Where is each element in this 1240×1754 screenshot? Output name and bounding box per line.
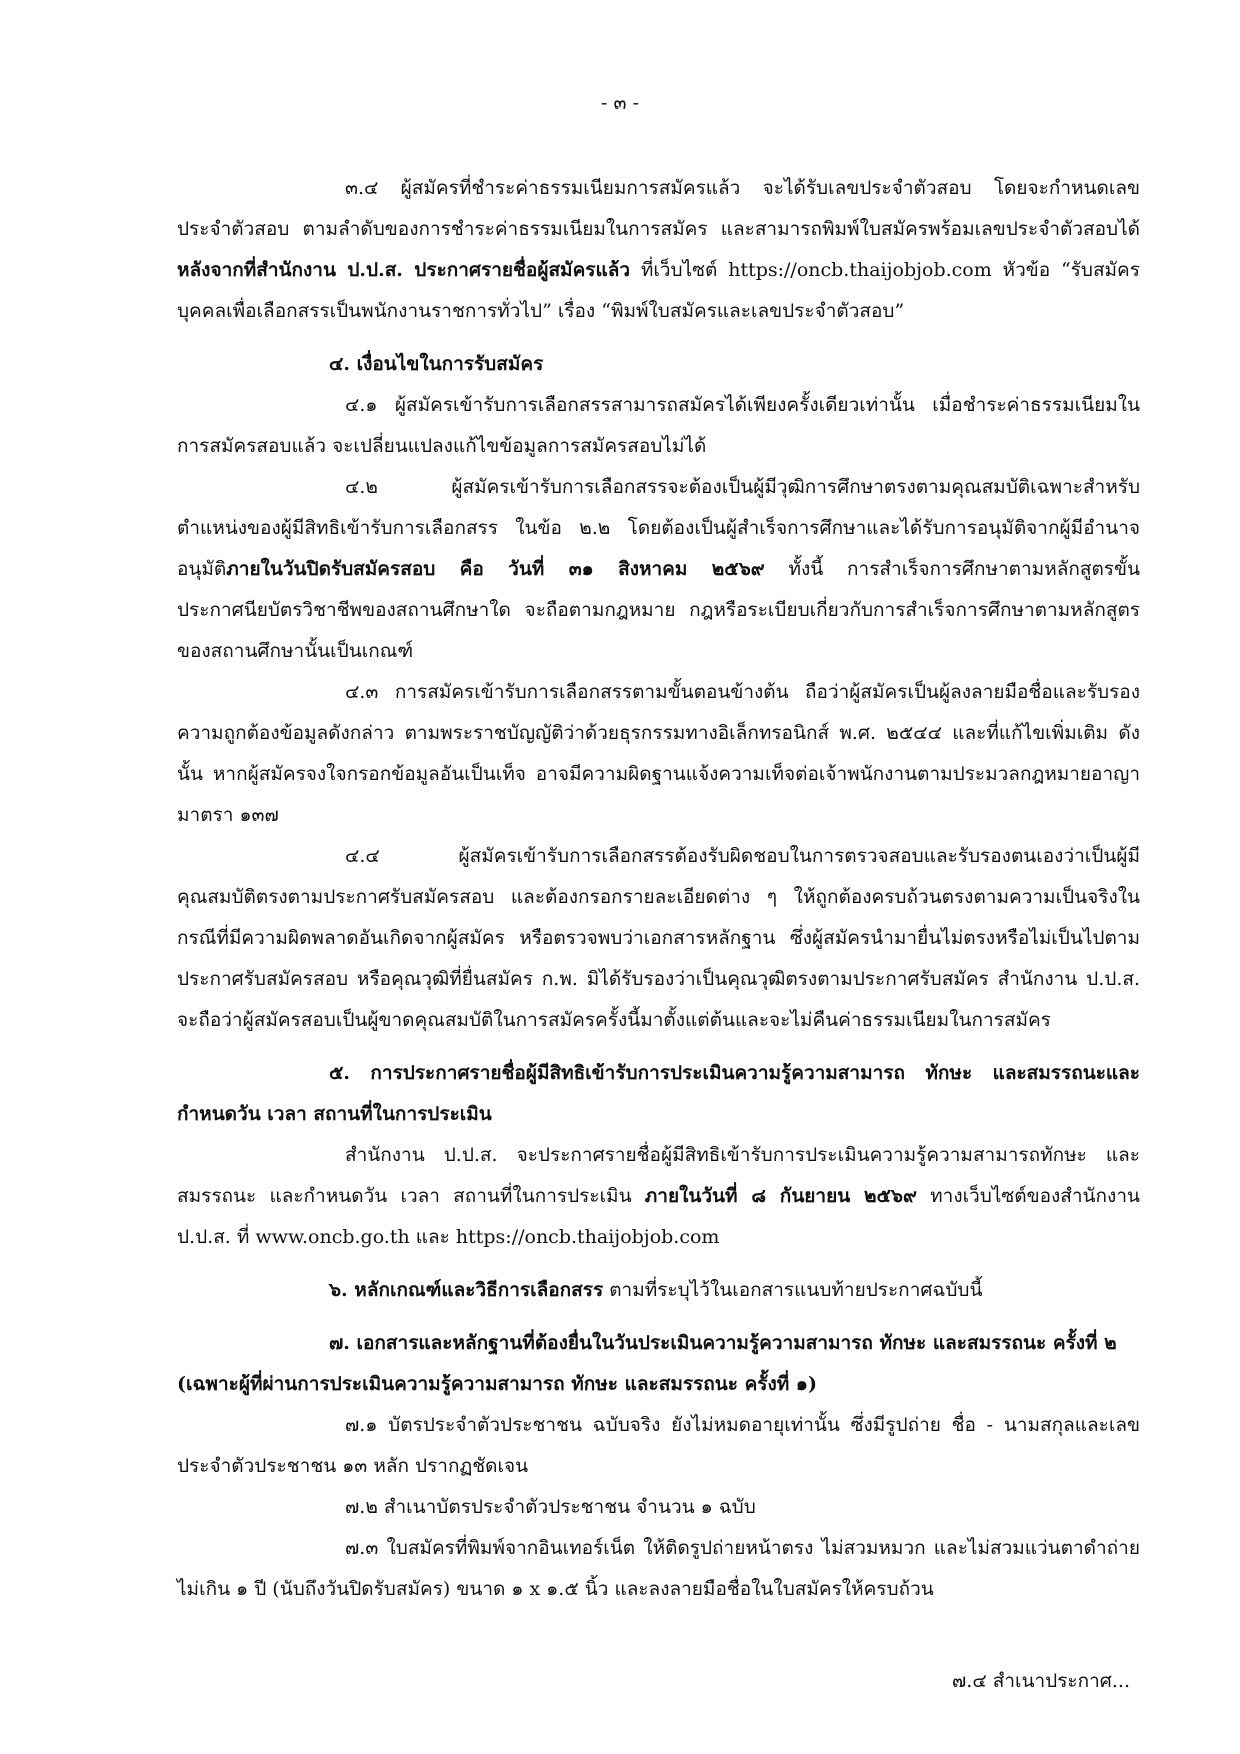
bold-text: ภายในวันปิดรับสมัครสอบ คือ วันที่ ๓๑ สิงหาคม ๒๕๖๙ xyxy=(226,558,765,580)
text: ๔.๒ ผู้สมัครเข้ารับการเลือกสรรจะต้องเป็นผู้มีวุฒิการศึกษาตรงตามคุณสมบัติเฉพาะสำหรับตำแหน่งของผู้มีสิทธิเข้ารับการเลือกสรร ในข้อ ๒.๒ โดยต้องเป็นผู้สำเร็จการศึกษาและได้รับการอนุมัติจากผู้มีอำนาจอนุมัติ xyxy=(177,476,1140,580)
document-body xyxy=(177,168,1140,1610)
text: ตามที่ระบุไว้ในเอกสารแนบท้ายประกาศฉบับนี้ xyxy=(603,1279,983,1301)
bold-text: หลังจากที่สำนักงาน ป.ป.ส. ประกาศรายชื่อผู้สมัครแล้ว xyxy=(177,259,631,281)
paragraph-5 xyxy=(177,1135,1140,1258)
paragraph-7-1: ๗.๑ บัตรประจำตัวประชาชน ฉบับจริง ยังไม่หมดอายุเท่านั้น ซึ่งมีรูปถ่าย ชื่อ - นามสกุลและเลขประจำตัวประชาชน ๑๓ หลัก ปรากฏชัดเจน xyxy=(177,1414,1140,1477)
section-6 xyxy=(177,1270,1140,1311)
text: สำนักงาน ป.ป.ส. จะประกาศรายชื่อผู้มีสิทธิเข้ารับการประเมินความรู้ความสามารถทักษะ และสมรรถนะ และกำหนดวัน เวลา สถานที่ในการประเมิน xyxy=(177,1144,1140,1207)
section-7-heading xyxy=(177,1323,1140,1405)
text: ๓.๔ ผู้สมัครที่ชำระค่าธรรมเนียมการสมัครแล้ว จะได้รับเลขประจำตัวสอบ โดยจะกำหนดเลขประจำตัวสอบ ตามลำดับของการชำระค่าธรรมเนียมในการสมัคร และสามารถพิมพ์ใบสมัครพร้อมเลขประจำตัวสอบได้ xyxy=(177,177,1140,240)
paragraph-4-2 xyxy=(177,467,1140,672)
text: ทางเว็บไซต์ของสำนักงาน ป.ป.ส. ที่ www.oncb.go.th และ https://oncb.thaijobjob.com xyxy=(177,1185,1140,1248)
paragraph-4-3: ๔.๓ การสมัครเข้ารับการเลือกสรรตามขั้นตอนข้างต้น ถือว่าผู้สมัครเป็นผู้ลงลายมือชื่อและรับรองความถูกต้องข้อมูลดังกล่าว ตามพระราชบัญญัติว่าด้วยธุรกรรมทางอิเล็กทรอนิกส์ พ.ศ. ๒๕๔๔ และที่แก้ไขเพิ่มเติม ดังนั้น หากผู้สมัครจงใจกรอกข้อมูลอันเป็นเท็จ อาจมีความผิดฐานแจ้งความเท็จต่อเจ้าพนักงานตามประมวลกฎหมายอาญา มาตรา ๑๓๗ xyxy=(177,681,1140,826)
paragraph-3-4 xyxy=(177,168,1140,332)
paragraph-4-4: ๔.๔ ผู้สมัครเข้ารับการเลือกสรรต้องรับผิดชอบในการตรวจสอบและรับรองตนเองว่าเป็นผู้มีคุณสมบัติตรงตามประกาศรับสมัครสอบ และต้องกรอกรายละเอียดต่าง ๆ ให้ถูกต้องครบถ้วนตรงตามความเป็นจริงในกรณีที่มีความผิดพลาดอันเกิดจากผู้สมัคร หรือตรวจพบว่าเอกสารหลักฐาน ซึ่งผู้สมัครนำมายื่นไม่ตรงหรือไม่เป็นไปตามประกาศรับสมัครสอบ หรือคุณวุฒิที่ยื่นสมัคร ก.พ. มิได้รับรองว่าเป็นคุณวุฒิตรงตามประกาศรับสมัคร สำนักงาน ป.ป.ส. จะถือว่าผู้สมัครสอบเป็นผู้ขาดคุณสมบัติในการสมัครครั้งนี้มาตั้งแต่ต้นและจะไม่คืนค่าธรรมเนียมในการสมัคร xyxy=(177,845,1140,1031)
section-6-heading: ๖. หลักเกณฑ์และวิธีการเลือกสรร xyxy=(329,1279,604,1301)
section-4-heading: ๔. เงื่อนไขในการรับสมัคร xyxy=(329,353,544,375)
bold-text: ภายในวันที่ ๘ กันยายน ๒๕๖๙ xyxy=(644,1185,917,1207)
paragraph-7-2: ๗.๒ สำเนาบัตรประจำตัวประชาชน จำนวน ๑ ฉบับ xyxy=(345,1496,756,1518)
section-7-heading-line2: (เฉพาะผู้ที่ผ่านการประเมินความรู้ความสามารถ ทักษะ และสมรรถนะ ครั้งที่ ๑) xyxy=(177,1373,817,1395)
text: ทั้งนี้ การสำเร็จการศึกษาตามหลักสูตรขั้นประกาศนียบัตรวิชาชีพของสถานศึกษาใด จะถือตามกฎหมาย กฎหรือระเบียบเกี่ยวกับการสำเร็จการศึกษาตามหลักสูตรของสถานศึกษานั้นเป็นเกณฑ์ xyxy=(177,558,1140,662)
page-number: - ๓ - xyxy=(601,92,639,114)
continuation-footer: ๗.๔ สำเนาประกาศ... xyxy=(952,1670,1130,1692)
paragraph-7-3: ๗.๓ ใบสมัครที่พิมพ์จากอินเทอร์เน็ต ให้ติดรูปถ่ายหน้าตรง ไม่สวมหมวก และไม่สวมแว่นตาดำถ่ายไม่เกิน ๑ ปี (นับถึงวันปิดรับสมัคร) ขนาด ๑ x ๑.๕ นิ้ว และลงลายมือชื่อในใบสมัครให้ครบถ้วน xyxy=(177,1537,1140,1600)
section-7-heading-line1: ๗. เอกสารและหลักฐานที่ต้องยื่นในวันประเมินความรู้ความสามารถ ทักษะ และสมรรถนะ ครั้งที่ ๒ xyxy=(329,1332,1117,1354)
section-5-heading: ๕. การประกาศรายชื่อผู้มีสิทธิเข้ารับการประเมินความรู้ความสามารถ ทักษะ และสมรรถนะและกำหนดวัน เวลา สถานที่ในการประเมิน xyxy=(177,1062,1140,1125)
text: ที่เว็บไซต์ https://oncb.thaijobjob.com หัวข้อ “รับสมัครบุคคลเพื่อเลือกสรรเป็นพนักงานราชการทั่วไป” เรื่อง “พิมพ์ใบสมัครและเลขประจำตัวสอบ” xyxy=(177,259,1140,322)
paragraph-4-1: ๔.๑ ผู้สมัครเข้ารับการเลือกสรรสามารถสมัครได้เพียงครั้งเดียวเท่านั้น เมื่อชำระค่าธรรมเนียมในการสมัครสอบแล้ว จะเปลี่ยนแปลงแก้ไขข้อมูลการสมัครสอบไม่ได้ xyxy=(177,394,1140,457)
